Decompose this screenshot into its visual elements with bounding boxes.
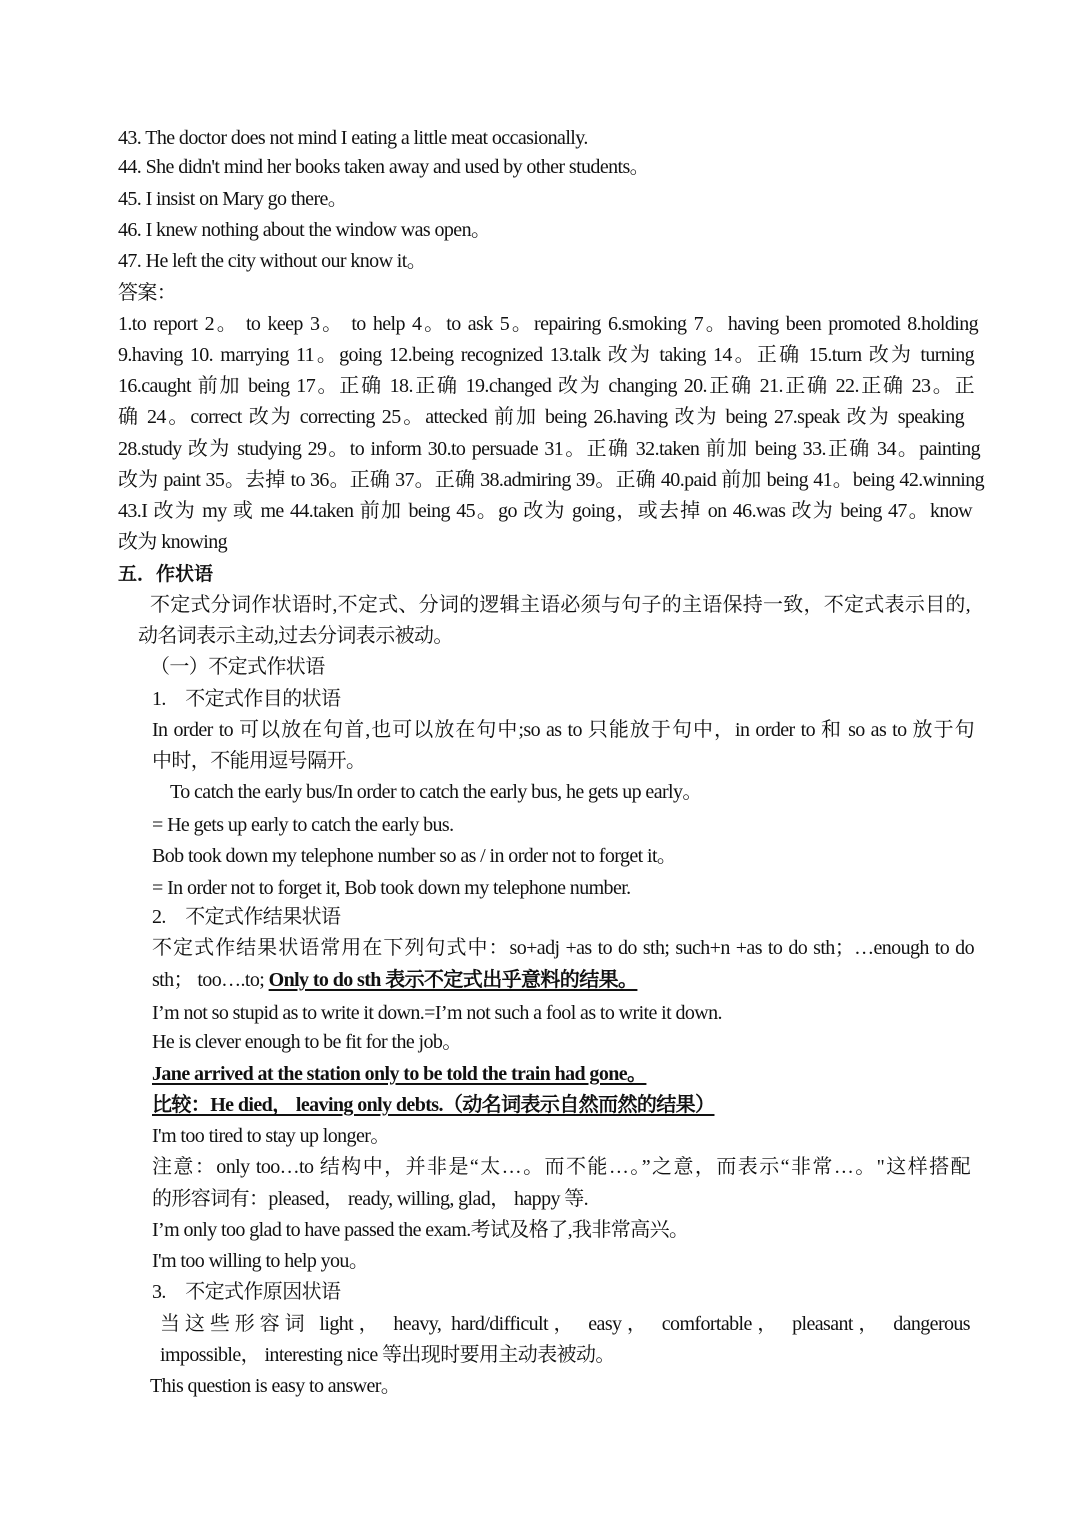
answer-line: 9.having 10. marrying 11。going 12.being recognized 13.talk 改为 taking 14。正确 15.turn 改为 turning [118, 344, 974, 366]
section-heading: 五．作状语 [118, 563, 214, 585]
exercise-line: 45. I insist on Mary go there。 [118, 188, 348, 210]
emphasis-example: 比较：He died， leaving only debts.（动名词表示自然而然的结果） [152, 1094, 715, 1116]
item-text: In order to 可以放在句首,也可以放在句中;so as to 只能放于句中，in order to 和 so as to 放于句 [152, 719, 974, 741]
example-sentence: This question is easy to answer。 [150, 1375, 401, 1397]
example-sentence: To catch the early bus/In order to catch the early bus, he gets up early。 [170, 781, 702, 803]
answer-line: 1.to report 2。 to keep 3。 to help 4。to ask 5。repairing 6.smoking 7。having been promoted 8.holding [118, 313, 978, 335]
answer-line: 28.study 改为 studying 29。to inform 30.to persuade 31。正确 32.taken 前加 being 33.正确 34。painting [118, 438, 980, 460]
answer-line: 确 24。correct 改为 correcting 25。attecked 前加 being 26.having 改为 being 27.speak 改为 speaking [118, 406, 964, 428]
exercise-line: 43. The doctor does not mind I eating a little meat occasionally. [118, 127, 588, 149]
item-text: 中时，不能用逗号隔开。 [152, 750, 366, 772]
exercise-line: 44. She didn't mind her books taken away and used by other students。 [118, 156, 650, 178]
emphasis-note: Only to do sth 表示不定式出乎意料的结果。 [268, 969, 638, 991]
example-sentence: I'm too tired to stay up longer。 [152, 1125, 390, 1147]
answer-line: 改为 knowing [118, 531, 228, 553]
item-text: impossible， interesting nice 等出现时要用主动表被动。 [160, 1344, 615, 1366]
answers-label: 答案： [118, 282, 177, 304]
item-text: 不定式作结果状语常用在下列句式中：so+adj +as to do sth; such+n +as to do sth；…enough to do [152, 937, 974, 959]
item-title: 1. 不定式作目的状语 [152, 688, 341, 710]
section-intro: 动名词表示主动,过去分词表示被动。 [138, 625, 453, 647]
example-sentence: Bob took down my telephone number so as / in order not to forget it。 [152, 845, 677, 867]
note-text: 的形容词有：pleased， ready, willing, glad， happy 等. [152, 1188, 589, 1210]
item-text-plain: sth； too….to; [152, 969, 269, 991]
answer-line: 改为 paint 35。去掉 to 36。正确 37。正确 38.admiring 39。正确 40.paid 前加 being 41。being 42.winning [118, 469, 984, 491]
answer-line: 43.I 改为 my 或 me 44.taken 前加 being 45。go 改为 going，或去掉 on 46.was 改为 being 47。know [118, 500, 972, 522]
example-sentence: I’m not so stupid as to write it down.=I’m not such a fool as to write it down. [152, 1002, 722, 1024]
example-sentence: I'm too willing to help you。 [152, 1250, 369, 1272]
sub-heading: （一）不定式作状语 [150, 656, 325, 678]
section-intro: 不定式分词作状语时,不定式、分词的逻辑主语必须与句子的主语保持一致，不定式表示目的, [150, 594, 970, 616]
example-sentence: I’m only too glad to have passed the exam.考试及格了,我非常高兴。 [152, 1219, 689, 1241]
note-text: 注意：only too…to 结构中，并非是“太…。而不能…。”之意，而表示“非常…。"这样搭配 [152, 1156, 970, 1178]
exercise-line: 46. I knew nothing about the window was open。 [118, 219, 491, 241]
example-sentence: = He gets up early to catch the early bus. [152, 814, 454, 836]
item-text [152, 966, 637, 994]
item-title: 2. 不定式作结果状语 [152, 906, 341, 928]
example-sentence: He is clever enough to be fit for the job。 [152, 1031, 462, 1053]
item-title: 3. 不定式作原因状语 [152, 1281, 341, 1303]
emphasis-example: Jane arrived at the station only to be told the train had gone。 [152, 1063, 647, 1085]
example-sentence: = In order not to forget it, Bob took down my telephone number. [152, 877, 631, 899]
exercise-line: 47. He left the city without our know it。 [118, 250, 427, 272]
item-text: 当这些形容词 light， heavy, hard/difficult， easy， comfortable， pleasant， dangerous [160, 1313, 970, 1335]
answer-line: 16.caught 前加 being 17。正确 18.正确 19.changed 改为 changing 20.正确 21.正确 22.正确 23。正 [118, 375, 974, 397]
